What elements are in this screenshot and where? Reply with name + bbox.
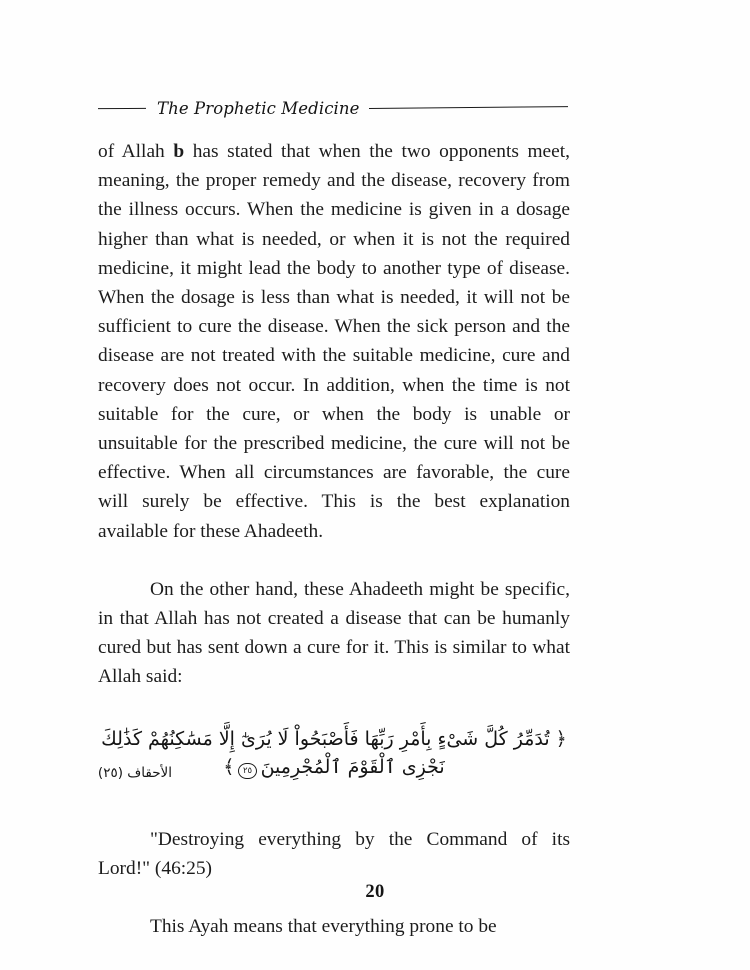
quran-verse-line-2: [98, 756, 570, 796]
quran-closing-bracket: ﴾: [223, 755, 235, 778]
paragraph-ayah-meaning: This Ayah means that everything prone to be: [150, 916, 497, 938]
header-rule-left: [98, 107, 146, 108]
paragraph-translation: "Destroying everything by the Command of its Lord!" (46:25): [98, 828, 570, 879]
salutation-symbol: b: [173, 141, 185, 162]
running-header: [98, 95, 570, 121]
page-number: 20: [365, 882, 385, 902]
quran-quotation: [98, 722, 570, 796]
quran-verse-line-1: ﴿ تُدَمِّرُ كُلَّ شَىْءٍ بِأَمْرِ رَبِّهَا فَأَصْبَحُواْ لَا يُرَىٰٓ إِلَّا مَسَٰكِنُهُمْ كَذَٰلِكَ: [101, 727, 567, 750]
header-title: The Prophetic Medicine: [157, 98, 360, 118]
ayah-number-marker: ٢٥: [238, 763, 256, 780]
paragraph-continuation: [98, 137, 570, 546]
paragraph-other-hand: On the other hand, these Ahadeeth might be specific, in that Allah has not created a disease that can be humanly cured but has sent down a cure for it. This is similar to what Allah said:: [98, 578, 570, 688]
surah-reference: الأحقاف (٢٥): [97, 764, 172, 781]
paragraph-1-lead: of Allah: [98, 141, 174, 162]
header-rule-right: [369, 106, 568, 109]
paragraph-1-rest: has stated that when the two opponents meet, meaning, the proper remedy and the disease, recovery from the illness occurs. When the medicine is given in a dosage higher than what is needed, or when it is not the required medicine, it might lead the body to another type of disease. When the dosage is less than what is needed, it will not be sufficient to cure the disease. When the sick person and the disease are not treated with the suitable medicine, cure and recovery does not occur. In addition, when the time is not suitable for the cure, or when the body is unable or unsuitable for the prescribed medicine, the cure will not be effective. When all circumstances are favorable, the cure will surely be effective. This is the best explanation available for these Ahadeeth.: [98, 141, 571, 542]
page-content: [98, 137, 570, 941]
quran-verse-line-2-text: نَجْزِى ٱلْقَوْمَ ٱلْمُجْرِمِينَ: [260, 755, 445, 778]
